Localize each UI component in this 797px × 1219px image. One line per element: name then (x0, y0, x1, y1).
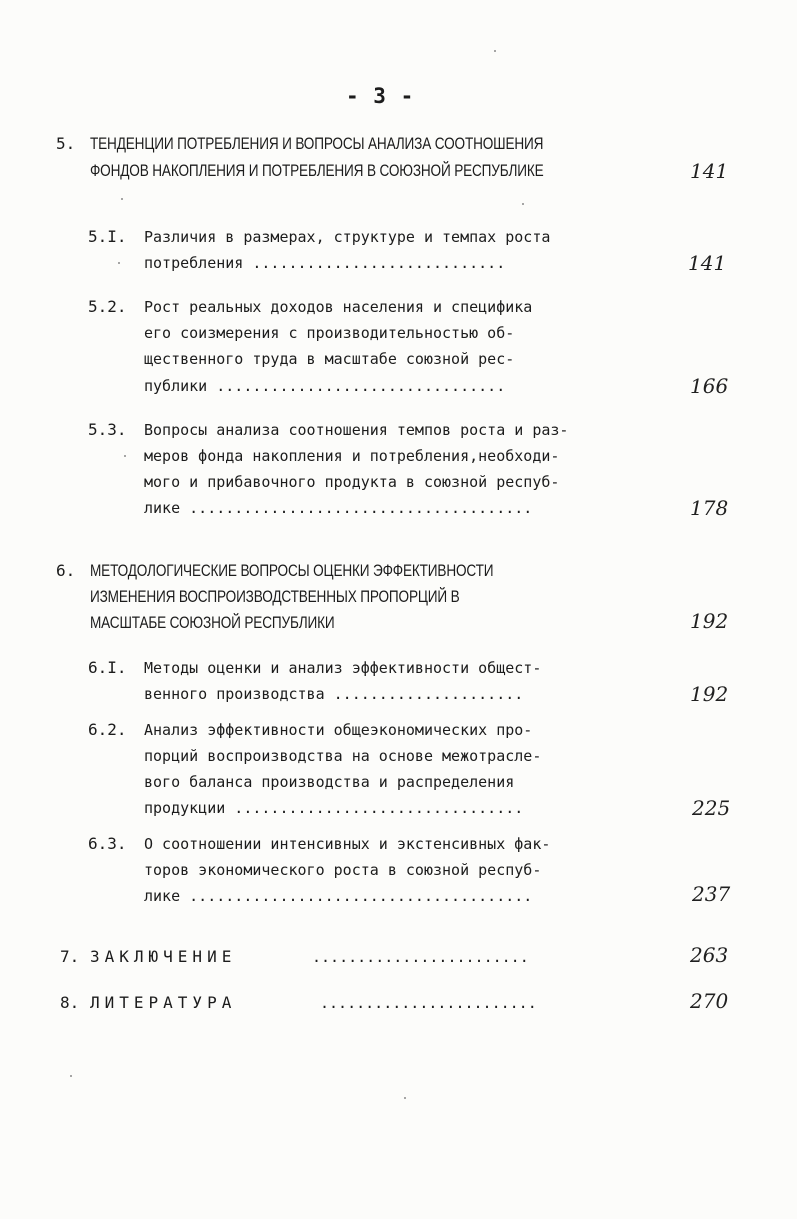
section-6-heading-line-1: МЕТОДОЛОГИЧЕСКИЕ ВОПРОСЫ ОЦЕНКИ ЭФФЕКТИВНОСТИ (90, 561, 494, 580)
section-7-leader: ........................ (312, 948, 529, 966)
subsection-6-1-number: 6.I. (88, 658, 127, 677)
subsection-6-3-line-3: лике ...................................... (144, 887, 533, 905)
subsection-6-2-number: 6.2. (88, 720, 127, 739)
subsection-5-3-line-1: Вопросы анализа соотношения темпов роста и раз- (144, 421, 569, 439)
subsection-5-2-number: 5.2. (88, 297, 127, 316)
subsection-6-1-line-2: венного производства ..................... (144, 685, 524, 703)
subsection-6-3-line-1: О соотношении интенсивных и экстенсивных фак- (144, 835, 551, 853)
scan-speck (522, 203, 524, 205)
section-8-leader: ........................ (320, 994, 537, 1012)
subsection-6-1-line-1: Методы оценки и анализ эффективности общест- (144, 659, 542, 677)
subsection-5-2-line-3: щественного труда в масштабе союзной рес- (144, 350, 515, 368)
section-5-heading-line-2: ФОНДОВ НАКОПЛЕНИЯ И ПОТРЕБЛЕНИЯ В СОЮЗНОЙ РЕСПУБЛИКЕ (90, 161, 544, 180)
subsection-5-3-page: 178 (690, 496, 729, 520)
subsection-5-1-line-2: потребления ............................ (144, 254, 506, 272)
scan-speck (494, 50, 496, 52)
section-8-number: 8. (60, 993, 80, 1012)
subsection-5-3-line-4: лике ...................................... (144, 499, 533, 517)
subsection-5-1-page: 141 (688, 251, 727, 275)
subsection-5-3-line-3: мого и прибавочного продукта в союзной респуб- (144, 473, 560, 491)
subsection-6-2-page: 225 (692, 796, 731, 820)
subsection-6-2-line-1: Анализ эффективности общеэкономических про- (144, 721, 533, 739)
section-5-page: 141 (690, 159, 729, 183)
subsection-5-2-line-4: публики ................................ (144, 377, 506, 395)
section-6-number: 6. (56, 561, 76, 580)
scan-speck (404, 1097, 406, 1099)
scan-speck (70, 1075, 72, 1077)
subsection-5-3-line-2: меров фонда накопления и потребления,необходи- (144, 447, 560, 465)
section-6-page: 192 (690, 609, 729, 633)
scan-speck (118, 262, 120, 264)
scan-speck (121, 198, 123, 200)
subsection-6-2-line-3: вого баланса производства и распределения (144, 773, 515, 791)
section-7-number: 7. (60, 947, 80, 966)
section-7-page: 263 (690, 943, 729, 967)
subsection-5-1-line-1: Различия в размерах, структуре и темпах роста (144, 228, 551, 246)
section-5-heading-line-1: ТЕНДЕНЦИИ ПОТРЕБЛЕНИЯ И ВОПРОСЫ АНАЛИЗА СООТНОШЕНИЯ (90, 134, 544, 153)
subsection-5-2-page: 166 (690, 374, 729, 398)
subsection-6-3-page: 237 (692, 882, 731, 906)
section-8-page: 270 (690, 989, 729, 1013)
subsection-6-1-page: 192 (690, 682, 729, 706)
subsection-6-3-number: 6.3. (88, 834, 127, 853)
section-6-heading-line-2: ИЗМЕНЕНИЯ ВОСПРОИЗВОДСТВЕННЫХ ПРОПОРЦИЙ В (90, 587, 460, 606)
section-7-title: ЗАКЛЮЧЕНИЕ (90, 947, 237, 966)
subsection-6-2-line-4: продукции ................................ (144, 799, 524, 817)
subsection-5-3-number: 5.3. (88, 420, 127, 439)
subsection-6-3-line-2: торов экономического роста в союзной респуб- (144, 861, 542, 879)
subsection-6-2-line-2: порций воспроизводства на основе межотрасле- (144, 747, 542, 765)
section-8-title: ЛИТЕРАТУРА (90, 993, 237, 1012)
scan-speck (124, 455, 126, 457)
subsection-5-2-line-1: Рост реальных доходов населения и специфика (144, 298, 533, 316)
section-6-heading-line-3: МАСШТАБЕ СОЮЗНОЙ РЕСПУБЛИКИ (90, 613, 335, 632)
subsection-5-1-number: 5.I. (88, 227, 127, 246)
section-5-number: 5. (56, 134, 76, 153)
subsection-5-2-line-2: его соизмерения с производительностью об- (144, 324, 515, 342)
page-number: - 3 - (346, 84, 415, 108)
